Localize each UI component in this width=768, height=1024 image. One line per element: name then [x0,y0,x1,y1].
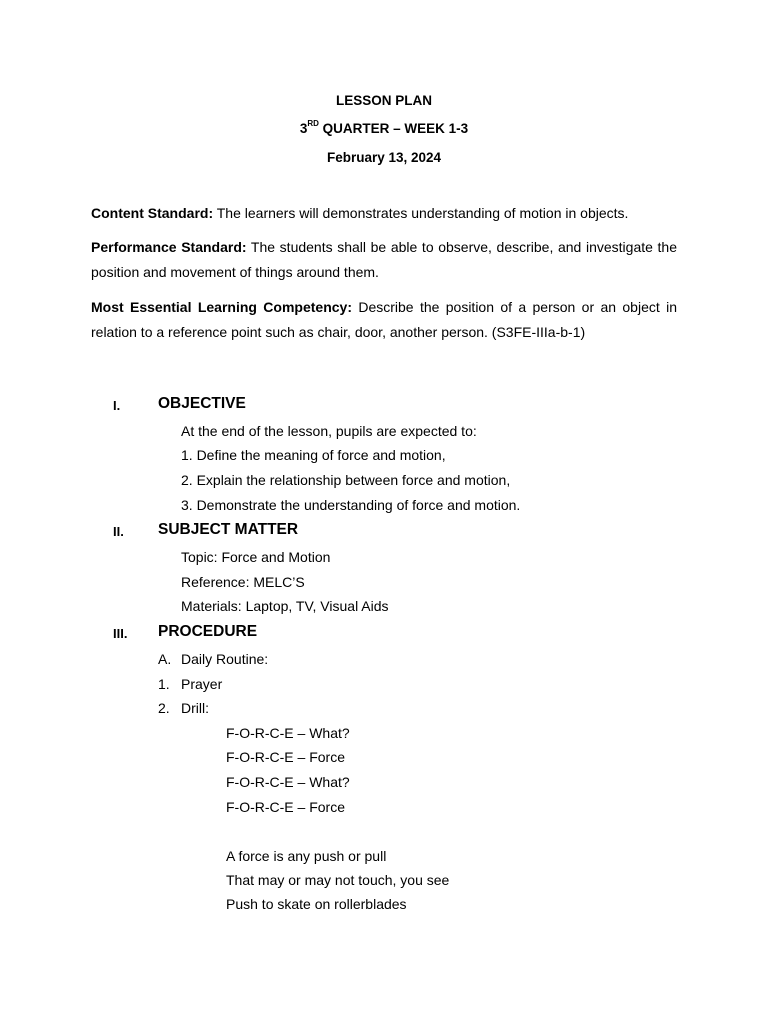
poem-line: Push to skate on rollerblades [226,896,407,912]
melc-text-2: relation to a reference point such as chair, door, another person. (S3FE-IIIa-b-1) [91,324,586,340]
section-number-procedure: III. [113,626,128,641]
performance-standard-label: Performance Standard: [91,239,247,255]
procedure-step-drill: Drill: [181,700,209,716]
quarter-week-heading [0,121,768,136]
quarter-number: 3 [299,121,308,136]
quarter-ordinal-suffix: RD [307,119,319,128]
drill-line: F-O-R-C-E – What? [226,725,350,741]
lesson-date: February 13, 2024 [326,150,442,165]
objective-item: 3. Demonstrate the understanding of force and motion. [181,497,521,513]
poem-line: That may or may not touch, you see [226,872,450,888]
subject-matter-materials: Materials: Laptop, TV, Visual Aids [181,598,389,614]
section-heading-subject-matter: SUBJECT MATTER [158,521,299,538]
procedure-step-daily-routine: Daily Routine: [181,651,269,667]
drill-line: F-O-R-C-E – Force [226,749,345,765]
drill-line: F-O-R-C-E – What? [226,774,350,790]
objective-item: 1. Define the meaning of force and motion, [181,447,446,463]
subject-matter-topic: Topic: Force and Motion [181,549,331,565]
drill-line: F-O-R-C-E – Force [226,799,345,815]
performance-standard-text-1: The students shall be able to observe, describe, and investigate the [246,239,677,255]
performance-standard-text-2: position and movement of things around them. [91,264,379,280]
section-heading-procedure: PROCEDURE [158,623,258,640]
content-standard-label: Content Standard: [91,205,214,221]
poem-line: A force is any push or pull [226,848,387,864]
objective-item: 2. Explain the relationship between force and motion, [181,472,511,488]
procedure-step-marker: 2. [158,700,170,716]
section-number-subject-matter: II. [113,524,124,539]
subject-matter-reference: Reference: MELC’S [181,574,305,590]
procedure-step-prayer: Prayer [181,676,223,692]
section-heading-objective: OBJECTIVE [158,395,246,412]
melc-text-1: Describe the position of a person or an object in [352,299,678,315]
section-number-objective: I. [113,398,121,413]
procedure-step-marker: 1. [158,676,170,692]
content-standard-text: The learners will demonstrates understanding of motion in objects. [213,205,629,221]
content-standard [91,201,677,226]
objective-intro: At the end of the lesson, pupils are expected to: [181,423,477,439]
performance-standard [91,235,677,285]
procedure-step-marker: A. [158,651,172,667]
melc [91,295,677,345]
quarter-week-text: QUARTER – WEEK 1-3 [318,121,469,136]
document-title: LESSON PLAN [335,93,432,108]
melc-label: Most Essential Learning Competency: [91,299,352,315]
